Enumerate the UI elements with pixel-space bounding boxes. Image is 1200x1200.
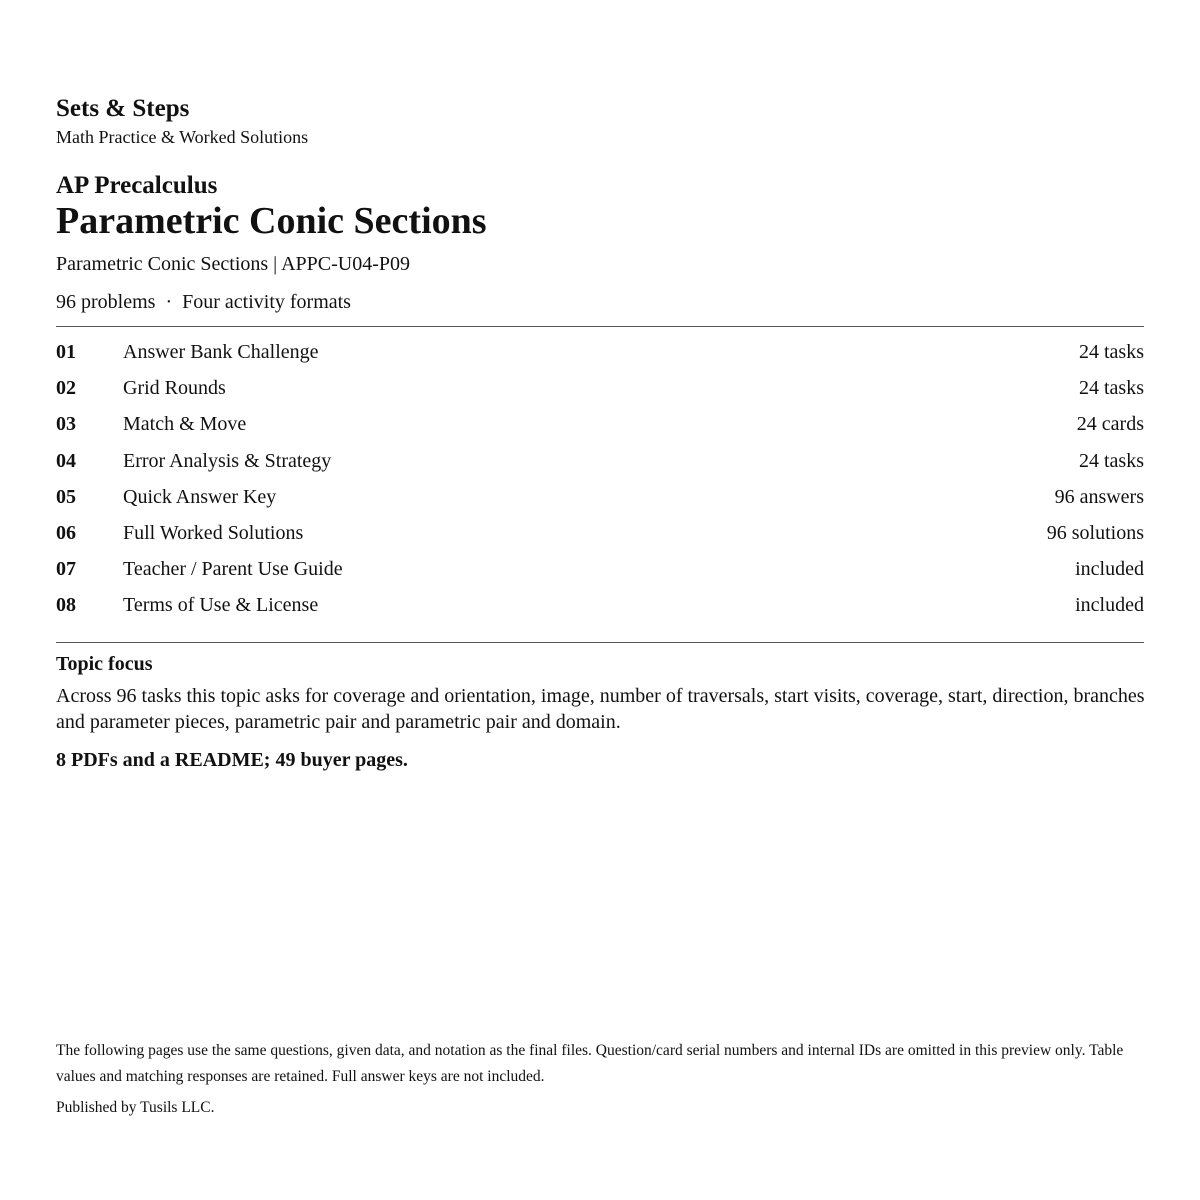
- contents-row: [56, 515, 1144, 551]
- course-name: AP Precalculus: [56, 172, 218, 199]
- contents-number: 03: [56, 413, 76, 436]
- product-cover-page: [56, 0, 1144, 1200]
- problem-count: 96 problems: [56, 291, 156, 313]
- contents-list: [56, 334, 1144, 624]
- contents-number: 05: [56, 485, 76, 508]
- contents-row: [56, 551, 1144, 587]
- contents-row: [56, 587, 1144, 623]
- contents-number: 08: [56, 594, 76, 617]
- separator-dot: ·: [165, 291, 173, 313]
- contents-label: Grid Rounds: [123, 377, 226, 400]
- contents-number: 04: [56, 449, 76, 472]
- contents-count: 24 tasks: [1079, 449, 1144, 472]
- contents-count: 96 solutions: [1046, 521, 1144, 544]
- contents-row: [56, 406, 1144, 442]
- preview-note: The following pages use the same questions, given data, and notation as the final files. Question/card serial numbers and internal IDs are omitted in this preview only. Table values and matching responses are retained. Full answer keys are not included.: [56, 1042, 1124, 1085]
- publisher-line: Published by Tusils LLC.: [56, 1099, 215, 1116]
- contents-count: 24 cards: [1076, 413, 1144, 436]
- contents-count: 96 answers: [1054, 485, 1144, 508]
- topic-focus-text: Across 96 tasks this topic asks for coverage and orientation, image, number of traversals, start visits, coverage, start, direction, branches and parameter pieces, parametric pair and parametric pair and domain.: [56, 685, 1145, 733]
- contents-label: Terms of Use & License: [123, 594, 319, 617]
- brand-tagline: Math Practice & Worked Solutions: [56, 127, 309, 147]
- contents-label: Answer Bank Challenge: [123, 341, 319, 363]
- topic-focus-heading: Topic focus: [56, 653, 153, 675]
- contents-row: [56, 370, 1144, 406]
- page-title: Parametric Conic Sections: [56, 200, 487, 242]
- contents-number: 01: [56, 341, 76, 363]
- contents-label: Teacher / Parent Use Guide: [123, 558, 343, 581]
- top-divider: [56, 326, 1144, 327]
- bottom-divider: [56, 642, 1144, 643]
- activity-formats: Four activity formats: [182, 291, 351, 313]
- contents-count: included: [1075, 558, 1144, 581]
- contents-row: [56, 334, 1144, 370]
- brand-name: Sets & Steps: [56, 95, 190, 122]
- contents-number: 06: [56, 521, 76, 544]
- contents-label: Full Worked Solutions: [123, 521, 304, 544]
- contents-label: Quick Answer Key: [123, 485, 277, 508]
- contents-count: included: [1075, 594, 1144, 617]
- contents-label: Error Analysis & Strategy: [123, 449, 332, 472]
- contents-label: Match & Move: [123, 413, 247, 436]
- contents-count: 24 tasks: [1079, 341, 1144, 363]
- product-code-line: Parametric Conic Sections | APPC-U04-P09: [56, 253, 410, 275]
- contents-count: 24 tasks: [1079, 377, 1144, 400]
- contents-number: 02: [56, 377, 76, 400]
- contents-row: [56, 479, 1144, 515]
- files-summary: 8 PDFs and a README; 49 buyer pages.: [56, 749, 408, 771]
- problem-count-line: [56, 290, 351, 314]
- contents-row: [56, 443, 1144, 479]
- contents-number: 07: [56, 558, 76, 581]
